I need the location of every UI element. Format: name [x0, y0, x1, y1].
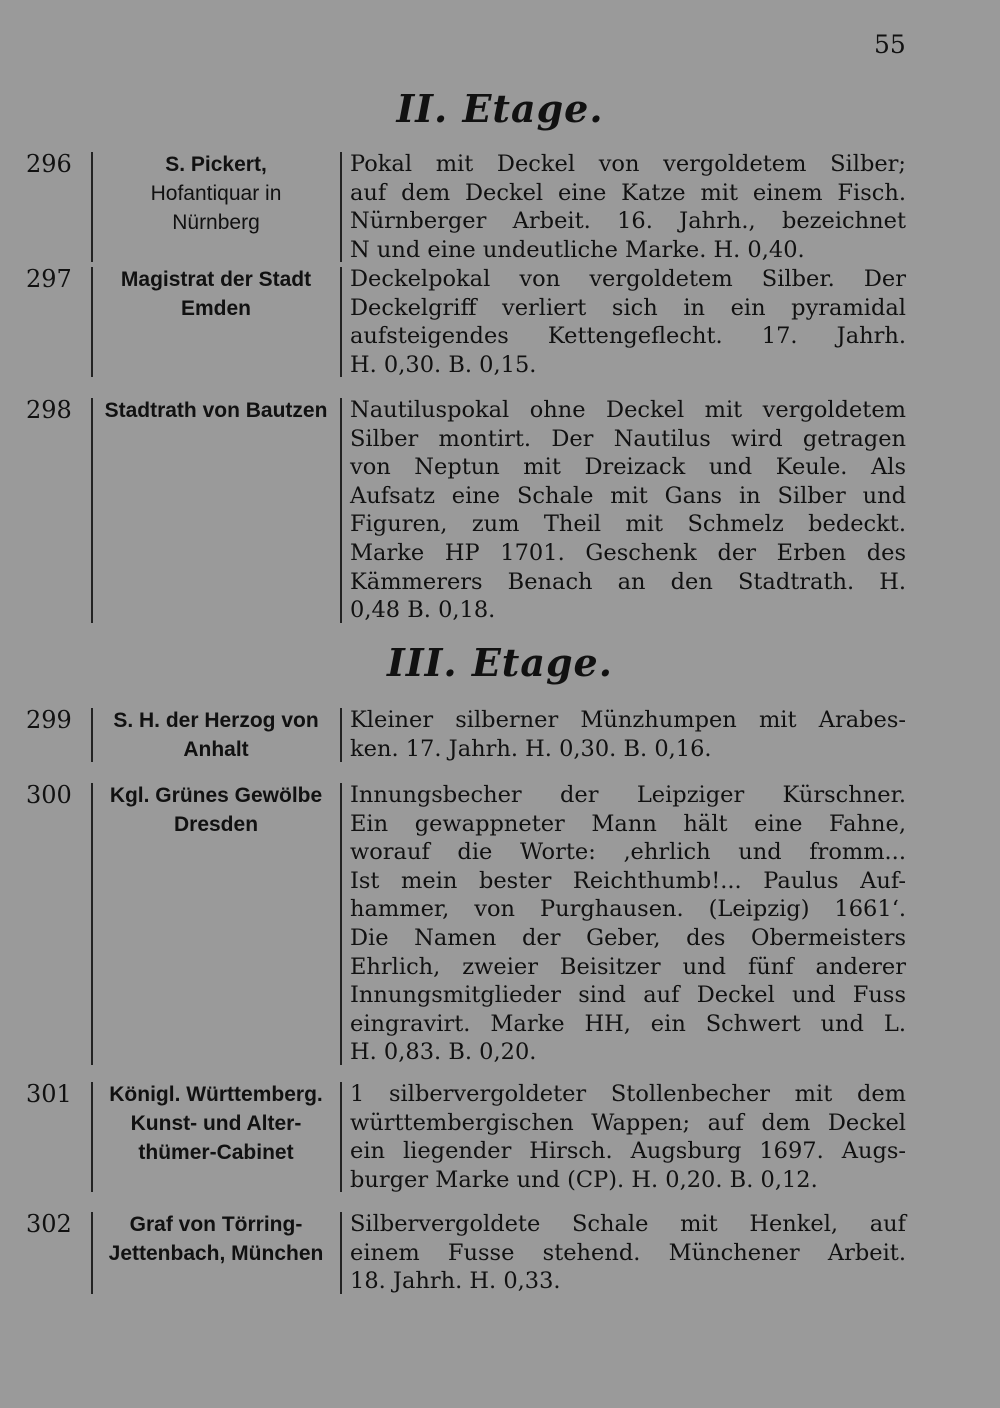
description-line: von Neptun mit Dreizack und Keule. Als [350, 454, 906, 481]
description-line: Innungsbecher der Leipziger Kürschner. [350, 782, 906, 808]
lender-line: Nürnberg [172, 211, 260, 234]
lender-line: Dresden [173, 813, 259, 836]
description-line: Figuren, zum Theil mit Schmelz bedeckt. [350, 511, 906, 538]
description-line: N und eine undeutliche Marke. H. 0,40. [350, 236, 805, 263]
entry-lender [96, 1210, 336, 1268]
entry-description [350, 1080, 906, 1194]
column-rule [91, 398, 93, 623]
column-rule [340, 1082, 342, 1192]
page-number: 55 [874, 30, 906, 59]
description-line: auf dem Deckel eine Katze mit einem Fisch. [350, 179, 906, 206]
entry-lender [96, 781, 336, 839]
description-line: hammer, von Purghausen. (Leipzig) 1661‘. [350, 896, 906, 923]
entry-description [350, 781, 906, 1067]
description-line: Innungsmitglieder sind auf Deckel und Fuss [350, 982, 906, 1009]
description-line: eingravirt. Marke HH, ein Schwert und L. [350, 1010, 906, 1037]
description-line: Marke HP 1701. Geschenk der Erben des [350, 539, 906, 566]
description-line: Pokal mit Deckel von vergoldetem Silber; [350, 151, 906, 177]
description-line: Kämmerers Benach an den Stadtrath. H. [350, 568, 906, 595]
lender-line: Jettenbach, München [108, 1242, 324, 1265]
entry-description [350, 706, 906, 763]
description-line: Deckelgriff verliert sich in ein pyramidal [350, 294, 906, 321]
entry-lender [96, 706, 336, 764]
lender-line: S. Pickert, [165, 153, 267, 176]
column-rule [340, 783, 342, 1065]
column-rule [340, 398, 342, 623]
section-heading: III. Etage. [387, 640, 613, 685]
description-line: ein liegender Hirsch. Augsburg 1697. Augs- [350, 1138, 906, 1165]
column-rule [91, 1082, 93, 1192]
entry-number: 302 [26, 1210, 72, 1238]
entry-lender [96, 396, 336, 425]
lender-line: Magistrat der Stadt [120, 268, 312, 291]
description-line: burger Marke und (CP). H. 0,20. B. 0,12. [350, 1166, 818, 1193]
description-line: Aufsatz eine Schale mit Gans in Silber und [350, 482, 906, 509]
entry-number: 297 [26, 265, 72, 293]
lender-line: S. H. der Herzog von [113, 709, 319, 732]
lender-line: Stadtrath von Bautzen [104, 399, 328, 422]
lender-line: Königl. Württemberg. [109, 1083, 323, 1106]
entry-description [350, 1210, 906, 1296]
lender-line: Kgl. Grünes Gewölbe [109, 784, 323, 807]
description-line: Die Namen der Geber, des Obermeisters [350, 924, 906, 951]
lender-line: Hofantiquar in [150, 182, 282, 205]
entry-lender [96, 150, 336, 237]
column-rule [91, 152, 93, 262]
description-line: einem Fusse stehend. Münchener Arbeit. [350, 1239, 906, 1266]
column-rule [91, 708, 93, 762]
entry-number: 300 [26, 781, 72, 809]
description-line: Ein gewappneter Mann hält eine Fahne, [350, 810, 906, 837]
column-rule [340, 267, 342, 377]
lender-line: Emden [180, 297, 251, 320]
entry-number: 296 [26, 150, 72, 178]
entry-description [350, 150, 906, 264]
description-line: aufsteigendes Kettengeflecht. 17. Jahrh. [350, 323, 906, 350]
entry-description [350, 265, 906, 379]
description-line: Silber montirt. Der Nautilus wird getragen [350, 425, 906, 452]
lender-line: Anhalt [183, 738, 249, 761]
description-line: H. 0,83. B. 0,20. [350, 1039, 537, 1066]
description-line: Deckelpokal von vergoldetem Silber. Der [350, 266, 906, 292]
description-line: H. 0,30. B. 0,15. [350, 351, 537, 378]
column-rule [91, 267, 93, 377]
column-rule [340, 152, 342, 262]
description-line: 1 silbervergoldeter Stollenbecher mit dem [350, 1081, 906, 1107]
description-line: 18. Jahrh. H. 0,33. [350, 1268, 561, 1295]
section-heading: II. Etage. [396, 86, 604, 131]
description-line: Silbervergoldete Schale mit Henkel, auf [350, 1211, 906, 1237]
column-rule [91, 1212, 93, 1294]
description-line: Kleiner silberner Münzhumpen mit Arabes- [350, 707, 906, 733]
description-line: worauf die Worte: ‚ehrlich und fromm... [350, 839, 906, 866]
entry-lender [96, 1080, 336, 1167]
entry-number: 298 [26, 396, 72, 424]
lender-line: Kunst- und Alter- [130, 1112, 302, 1135]
column-rule [340, 1212, 342, 1294]
entry-lender [96, 265, 336, 323]
description-line: Nürnberger Arbeit. 16. Jahrh., bezeichnet [350, 208, 906, 235]
lender-line: thümer-Cabinet [138, 1141, 294, 1164]
entry-number: 301 [26, 1080, 72, 1108]
entry-number: 299 [26, 706, 72, 734]
description-line: 0,48 B. 0,18. [350, 597, 496, 624]
entry-description [350, 396, 906, 625]
lender-line: Graf von Törring- [129, 1213, 303, 1236]
column-rule [340, 708, 342, 762]
description-line: Ist mein bester Reichthumb!... Paulus Auf- [350, 867, 906, 894]
description-line: Ehrlich, zweier Beisitzer und fünf anderer [350, 953, 906, 980]
description-line: ken. 17. Jahrh. H. 0,30. B. 0,16. [350, 735, 712, 762]
description-line: Nautiluspokal ohne Deckel mit vergoldetem [350, 397, 906, 423]
description-line: württembergischen Wappen; auf dem Deckel [350, 1109, 906, 1136]
column-rule [91, 783, 93, 1065]
